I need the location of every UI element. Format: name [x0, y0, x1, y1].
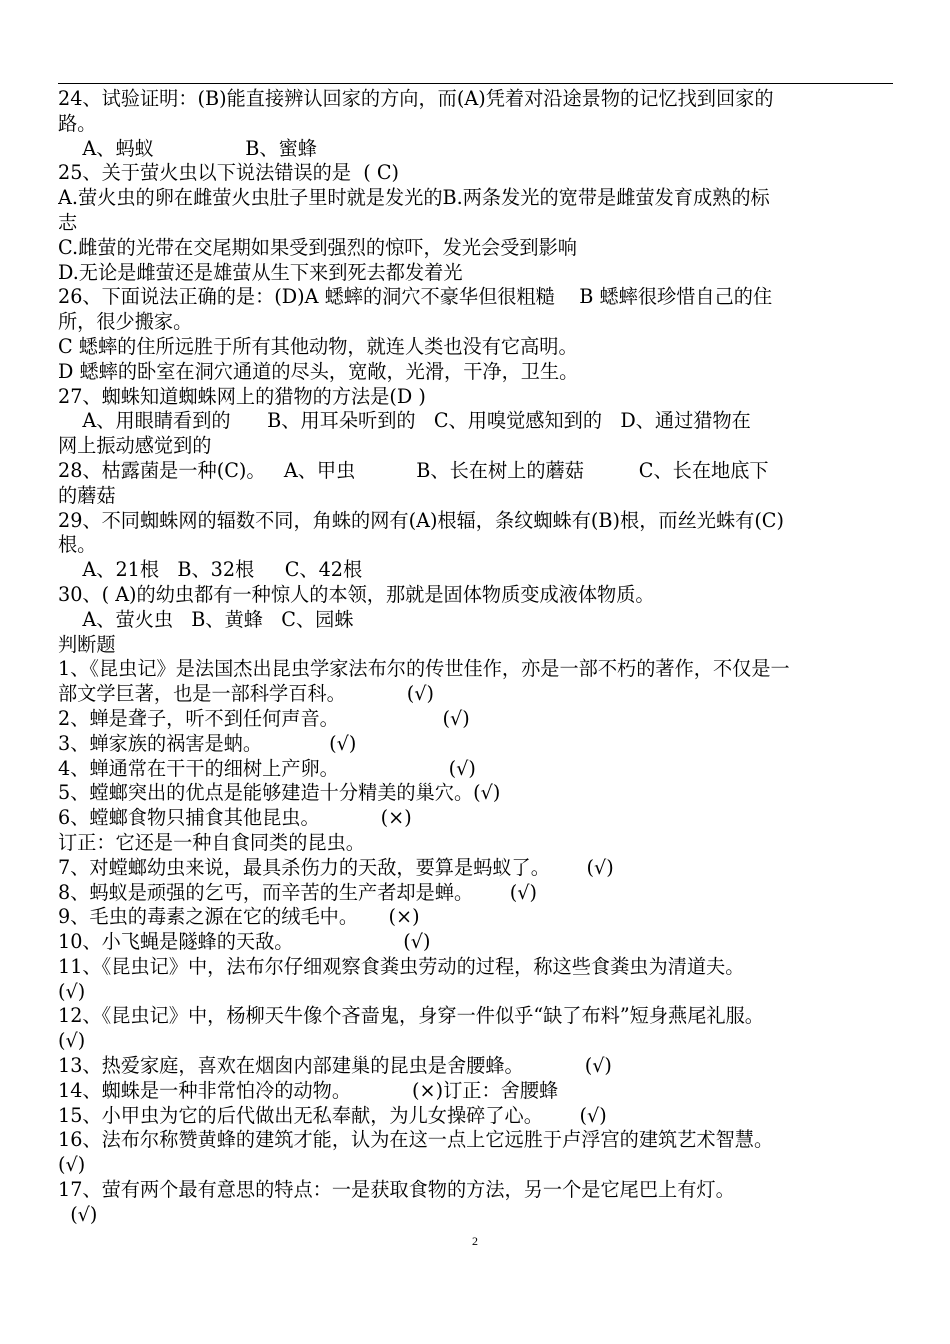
text-line: 部文学巨著，也是一部科学百科。 (√): [58, 682, 435, 706]
text-line: 2、蝉是聋子，听不到任何声音。 (√): [58, 706, 470, 730]
text-line: (√): [58, 1202, 98, 1226]
page-number: 2: [472, 1234, 478, 1248]
page-content: [58, 87, 894, 1228]
text-line: 7、对螳螂幼虫来说，最具杀伤力的天敌，要算是蚂蚁了。 (√): [58, 855, 614, 879]
text-line: 16、法布尔称赞黄蜂的建筑才能，认为在这一点上它远胜于卢浮宫的建筑艺术智慧。: [58, 1128, 774, 1152]
text-line: (√): [58, 979, 86, 1003]
text-line: 路。: [58, 111, 97, 135]
text-line: 10、小飞蝇是隧蜂的天敌。 (√): [58, 930, 431, 954]
text-line: A、蚂蚁 B、蜜蜂: [58, 136, 317, 160]
text-line: 判断题: [58, 632, 116, 656]
text-line: 1、《昆虫记》是法国杰出昆虫学家法布尔的传世佳作，亦是一部不朽的著作，不仅是一: [58, 657, 790, 681]
text-line: 11、《昆虫记》中，法布尔仔细观察食粪虫劳动的过程，称这些食粪虫为清道夫。: [58, 954, 745, 978]
text-line: 15、小甲虫为它的后代做出无私奉献，为儿女操碎了心。 (√): [58, 1103, 607, 1127]
text-line: (√): [58, 1029, 86, 1053]
text-line: 订正：它还是一种自食同类的昆虫。: [58, 830, 365, 854]
text-line: 26、下面说法正确的是：(D)A 蟋蟀的洞穴不豪华但很粗糙 B 蟋蟀很珍惜自己的住: [58, 285, 773, 309]
text-line: C.雌萤的光带在交尾期如果受到强烈的惊吓，发光会受到影响: [58, 235, 577, 259]
text-line: 6、螳螂食物只捕食其他昆虫。 (×): [58, 806, 412, 830]
text-line: 9、毛虫的毒素之源在它的绒毛中。 (×): [58, 905, 420, 929]
text-line: 12、《昆虫记》中，杨柳天牛像个吝啬鬼，身穿一件似乎“缺了布料”短身燕尾礼服。: [58, 1004, 764, 1028]
text-line: 3、蝉家族的祸害是蚋。 (√): [58, 731, 357, 755]
text-line: 所，很少搬家。: [58, 310, 193, 334]
text-line: 14、蜘蛛是一种非常怕冷的动物。 (×)订正：舍腰蜂: [58, 1078, 559, 1102]
text-line: 5、螳螂突出的优点是能够建造十分精美的巢穴。(√): [58, 781, 501, 805]
text-line: (√): [58, 1153, 86, 1177]
text-line: A、用眼睛看到的 B、用耳朵听到的 C、用嗅觉感知到的 D、通过猎物在: [58, 409, 751, 433]
text-line: D.无论是雌萤还是雄萤从生下来到死去都发着光: [58, 260, 463, 284]
text-line: 志: [58, 210, 78, 234]
text-line: 根。: [58, 533, 97, 557]
text-line: D 蟋蟀的卧室在洞穴通道的尽头，宽敞，光滑，干净，卫生。: [58, 359, 579, 383]
text-line: 24、试验证明：(B)能直接辨认回家的方向，而(A)凭着对沿途景物的记忆找到回家的: [58, 87, 774, 110]
text-line: 8、蚂蚁是顽强的乞丐，而辛苦的生产者却是蝉。 (√): [58, 880, 537, 904]
text-line: 17、萤有两个最有意思的特点：一是获取食物的方法，另一个是它尾巴上有灯。: [58, 1178, 735, 1202]
text-line: A、21根 B、32根 C、42根: [58, 558, 363, 582]
text-line: 30、( A)的幼虫都有一种惊人的本领，那就是固体物质变成液体物质。: [58, 582, 655, 606]
text-line: 4、蝉通常在干干的细树上产卵。 (√): [58, 756, 476, 780]
text-line: C 蟋蟀的住所远胜于所有其他动物，就连人类也没有它高明。: [58, 334, 578, 358]
text-line: 28、枯露菌是一种(C)。 A、甲虫 B、长在树上的蘑菇 C、长在地底下: [58, 458, 769, 482]
text-line: 的蘑菇: [58, 483, 116, 507]
text-line: A、萤火虫 B、黄蜂 C、园蛛: [58, 607, 354, 631]
text-line: 13、热爱家庭，喜欢在烟囱内部建巢的昆虫是舍腰蜂。 (√): [58, 1054, 612, 1078]
header-rule: [58, 83, 893, 84]
text-line: 网上振动感觉到的: [58, 434, 212, 458]
text-line: A.萤火虫的卵在雌萤火虫肚子里时就是发光的B.两条发光的宽带是雌萤发育成熟的标: [58, 186, 770, 210]
text-line: 27、蜘蛛知道蜘蛛网上的猎物的方法是(D ): [58, 384, 426, 408]
text-line: 29、不同蜘蛛网的辐数不同，角蛛的网有(A)根辐，条纹蜘蛛有(B)根，而丝光蛛有(C): [58, 508, 784, 532]
text-line: 25、关于萤火虫以下说法错误的是 ( C): [58, 161, 399, 185]
